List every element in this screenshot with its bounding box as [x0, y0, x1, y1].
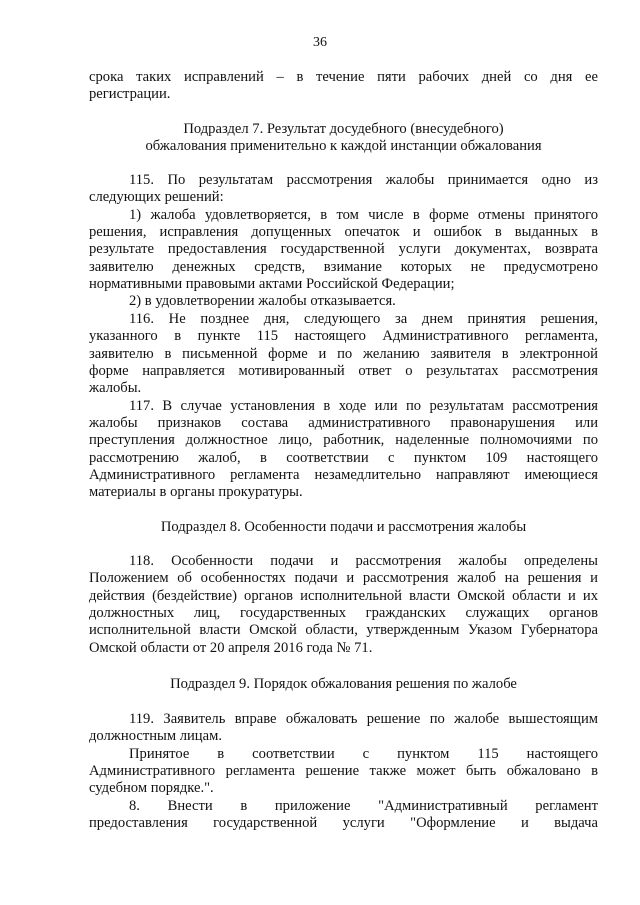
text-line: преступления должностное лицо, работник, наделенные полномочиями по	[89, 432, 598, 448]
text-line: 117. В случае установления в ходе или по результатам рассмотрения	[129, 398, 598, 414]
text-line: срока таких исправлений – в течение пяти рабочих дней со дня ее	[89, 69, 598, 85]
text-line: предоставления государственной услуги "Оформление и выдача	[89, 815, 598, 831]
text-line: 119. Заявитель вправе обжаловать решение по жалобе вышестоящим	[129, 711, 598, 727]
section-heading: Подраздел 9. Порядок обжалования решения по жалобе	[170, 676, 517, 692]
text-line: регистрации.	[89, 86, 171, 102]
text-line: 1) жалоба удовлетворяется, в том числе в форме отмены принятого	[129, 207, 598, 223]
text-line: Принятое в соответствии с пунктом 115 настоящего	[129, 746, 598, 762]
text-line: заявителю в письменной форме и по желанию заявителя в электронной	[89, 346, 598, 362]
text-line: действия (бездействие) органов исполнительной власти Омской области и их	[89, 588, 598, 604]
text-line: заявителю денежных средств, взимание которых не предусмотрено	[89, 259, 598, 275]
text-line: результате предоставления государственной услуги документах, возврата	[89, 241, 598, 257]
section-heading: Подраздел 8. Особенности подачи и рассмотрения жалобы	[160, 519, 527, 535]
text-line: 115. По результатам рассмотрения жалобы принимается одно из	[129, 172, 598, 188]
text-line: Положением об особенностях подачи и рассмотрения жалоб на решения и	[89, 570, 598, 586]
page-number: 36	[313, 35, 327, 50]
text-line: Административного регламента решение также может быть обжаловано в	[89, 763, 598, 779]
section-heading: Подраздел 7. Результат досудебного (внесудебного)	[183, 121, 504, 137]
text-line: 2) в удовлетворении жалобы отказывается.	[129, 293, 396, 309]
text-line: исполнительной власти Омской области, утвержденным Указом Губернатора	[89, 622, 598, 638]
text-line: нормативными правовыми актами Российской Федерации;	[89, 276, 455, 292]
text-line: материалы в органы прокуратуры.	[89, 484, 303, 500]
text-line: следующих решений:	[89, 189, 224, 205]
text-line: 118. Особенности подачи и рассмотрения жалобы определены	[129, 553, 598, 569]
text-line: судебном порядке.".	[89, 780, 214, 796]
text-line: должностным лицам.	[89, 728, 222, 744]
text-line: должностных лиц, государственных гражданских служащих органов	[89, 605, 598, 621]
text-line: Административного регламента незамедлительно направляют имеющиеся	[89, 467, 598, 483]
text-line: жалобы признаков состава административного правонарушения или	[89, 415, 598, 431]
text-line: рассмотрению жалоб, в соответствии с пунктом 109 настоящего	[89, 450, 598, 466]
text-line: жалобы.	[89, 380, 142, 396]
text-line: 116. Не позднее дня, следующего за днем принятия решения,	[129, 311, 598, 327]
text-line: решения, исправления допущенных опечаток и ошибок в выданных в	[89, 224, 598, 240]
text-line: 8. Внести в приложение "Административный регламент	[129, 798, 598, 814]
text-line: указанного в пункте 115 настоящего Административного регламента,	[89, 328, 598, 344]
section-heading: обжалования применительно к каждой инстанции обжалования	[145, 138, 542, 154]
text-line: Омской области от 20 апреля 2016 года № 71.	[89, 640, 373, 656]
text-line: форме направляется мотивированный ответ о результатах рассмотрения	[89, 363, 598, 379]
